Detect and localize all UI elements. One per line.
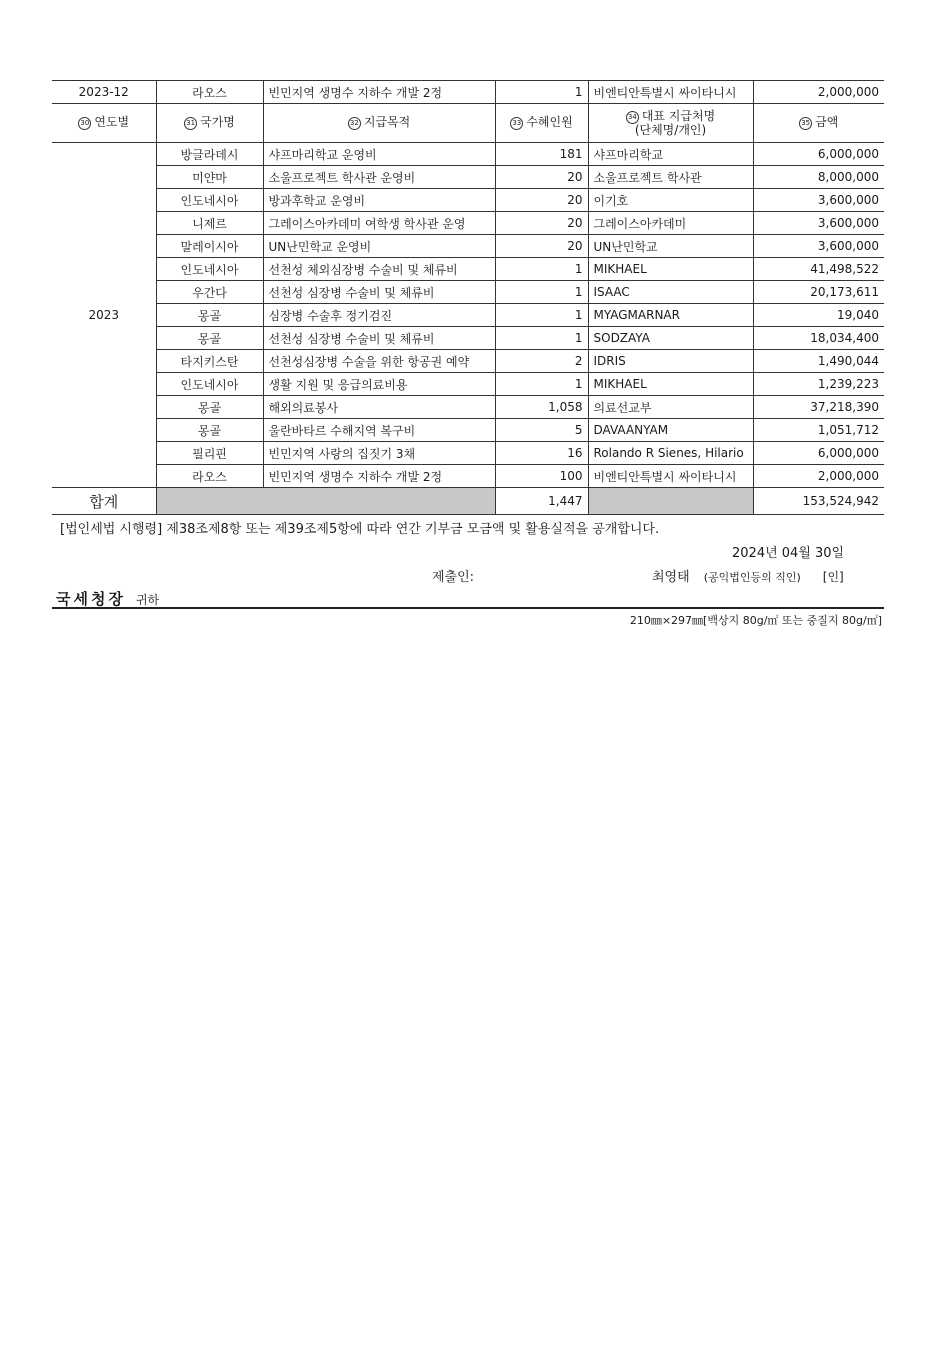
header-year [52, 104, 156, 143]
amount-cell: 1,051,712 [753, 419, 884, 442]
donation-usage-form [52, 80, 884, 515]
amount-cell: 19,040 [753, 304, 884, 327]
purpose-cell: 빈민지역 생명수 지하수 개발 2정 [263, 465, 495, 488]
table-row [52, 212, 884, 235]
recipients-cell: 20 [495, 235, 588, 258]
header-label: 국가명 [200, 115, 235, 129]
recipients-cell: 16 [495, 442, 588, 465]
purpose-cell: 선천성심장병 수술을 위한 항공권 예약 [263, 350, 495, 373]
total-blank [588, 488, 753, 515]
purpose-cell: 선천성 심장병 수술비 및 체류비 [263, 327, 495, 350]
table-row [52, 327, 884, 350]
header-label: 대표 지급처명 [641, 108, 716, 123]
legal-notice: [법인세법 시행령] 제38조제8항 또는 제39조제5항에 따라 연간 기부금 모금액 및 활용실적을 공개합니다. [60, 522, 660, 537]
header-row [52, 104, 884, 143]
table-row [52, 189, 884, 212]
header-recipients [495, 104, 588, 143]
payee-cell: 샤프마리학교 [588, 143, 753, 166]
recipients-cell: 100 [495, 465, 588, 488]
table-row [52, 396, 884, 419]
submitter [652, 566, 844, 585]
country-cell: 인도네시아 [156, 373, 263, 396]
payee-cell: 그레이스아카데미 [588, 212, 753, 235]
recipients-cell: 20 [495, 212, 588, 235]
table-row [52, 81, 884, 104]
total-label: 합계 [52, 488, 156, 515]
payee-cell: 이기호 [588, 189, 753, 212]
payee-cell: MIKHAEL [588, 373, 753, 396]
amount-cell: 3,600,000 [753, 235, 884, 258]
header-amount [753, 104, 884, 143]
submitter-name: 최영태 [652, 570, 690, 585]
payee-cell: UN난민학교 [588, 235, 753, 258]
amount-cell: 18,034,400 [753, 327, 884, 350]
year-group-cell: 2023 [52, 143, 156, 488]
total-blank [156, 488, 495, 515]
total-recipients: 1,447 [495, 488, 588, 515]
country-cell: 라오스 [156, 81, 263, 104]
country-cell: 미얀마 [156, 166, 263, 189]
payee-cell: 비엔티안특별시 싸이타니시 [588, 465, 753, 488]
country-cell: 우간다 [156, 281, 263, 304]
header-country [156, 104, 263, 143]
recipients-cell: 1,058 [495, 396, 588, 419]
payee-cell: ISAAC [588, 281, 753, 304]
purpose-cell: 방과후학교 운영비 [263, 189, 495, 212]
recipients-cell: 20 [495, 166, 588, 189]
amount-cell: 37,218,390 [753, 396, 884, 419]
header-label: 연도별 [94, 115, 130, 129]
country-cell: 방글라데시 [156, 143, 263, 166]
country-cell: 라오스 [156, 465, 263, 488]
header-label: 금액 [815, 115, 839, 129]
table-row [52, 442, 884, 465]
addressee-name: 국세청장 [56, 590, 126, 608]
header-sublabel: (단체명/개인) [634, 122, 707, 137]
amount-cell: 41,498,522 [753, 258, 884, 281]
total-row [52, 488, 884, 515]
table-row [52, 166, 884, 189]
table-row [52, 281, 884, 304]
recipients-cell: 5 [495, 419, 588, 442]
recipients-cell: 2 [495, 350, 588, 373]
payee-cell: MIKHAEL [588, 258, 753, 281]
purpose-cell: 선천성 심장병 수술비 및 체류비 [263, 281, 495, 304]
country-cell: 몽골 [156, 327, 263, 350]
addressee [56, 588, 159, 609]
amount-cell: 1,490,044 [753, 350, 884, 373]
header-label: 지급목적 [363, 115, 411, 129]
purpose-cell: 선천성 체외심장병 수술비 및 체류비 [263, 258, 495, 281]
table-row [52, 258, 884, 281]
circled-number: 32 [348, 117, 361, 130]
purpose-cell: 생활 지원 및 응급의료비용 [263, 373, 495, 396]
submission-date: 2024년 04월 30일 [732, 546, 845, 561]
amount-cell: 2,000,000 [753, 81, 884, 104]
recipients-cell: 1 [495, 327, 588, 350]
seal-mark: [인] [822, 570, 844, 584]
recipients-cell: 1 [495, 281, 588, 304]
amount-cell: 1,239,223 [753, 373, 884, 396]
recipients-cell: 1 [495, 81, 588, 104]
purpose-cell: 샤프마리학교 운영비 [263, 143, 495, 166]
header-label: 수혜인원 [526, 115, 573, 129]
purpose-cell: 해외의료봉사 [263, 396, 495, 419]
country-cell: 말레이시아 [156, 235, 263, 258]
amount-cell: 6,000,000 [753, 442, 884, 465]
amount-cell: 6,000,000 [753, 143, 884, 166]
header-payee [588, 104, 753, 143]
submitter-label: 제출인: [432, 570, 475, 585]
circled-number: 30 [78, 117, 91, 130]
table-row [52, 350, 884, 373]
recipients-cell: 20 [495, 189, 588, 212]
table-row [52, 373, 884, 396]
recipients-cell: 1 [495, 258, 588, 281]
payee-cell: SODZAYA [588, 327, 753, 350]
amount-cell: 20,173,611 [753, 281, 884, 304]
donation-usage-table [52, 80, 884, 515]
table-row [52, 304, 884, 327]
purpose-cell: 빈민지역 사랑의 집짓기 3채 [263, 442, 495, 465]
amount-cell: 3,600,000 [753, 189, 884, 212]
amount-cell: 8,000,000 [753, 166, 884, 189]
recipients-cell: 181 [495, 143, 588, 166]
payee-cell: DAVAANYAM [588, 419, 753, 442]
header-purpose [263, 104, 495, 143]
purpose-cell: 소울프로젝트 학사관 운영비 [263, 166, 495, 189]
amount-cell: 3,600,000 [753, 212, 884, 235]
recipients-cell: 1 [495, 304, 588, 327]
circled-number: 35 [799, 117, 812, 130]
payee-cell: MYAGMARNAR [588, 304, 753, 327]
table-row [52, 235, 884, 258]
country-cell: 니제르 [156, 212, 263, 235]
country-cell: 인도네시아 [156, 258, 263, 281]
country-cell: 몽골 [156, 396, 263, 419]
circled-number: 33 [510, 117, 523, 130]
payee-cell: IDRIS [588, 350, 753, 373]
purpose-cell: UN난민학교 운영비 [263, 235, 495, 258]
country-cell: 필리핀 [156, 442, 263, 465]
purpose-cell: 울란바타르 수해지역 복구비 [263, 419, 495, 442]
divider [52, 607, 884, 609]
country-cell: 몽골 [156, 304, 263, 327]
purpose-cell: 심장병 수술후 정기검진 [263, 304, 495, 327]
payee-cell: 소울프로젝트 학사관 [588, 166, 753, 189]
payee-cell: 의료선교부 [588, 396, 753, 419]
circled-number: 31 [184, 117, 197, 130]
country-cell: 타지키스탄 [156, 350, 263, 373]
table-row [52, 143, 884, 166]
payee-cell: Rolando R Sienes, Hilario [588, 442, 753, 465]
circled-number: 34 [626, 111, 639, 124]
submitter-note: (공익법인등의 직인) [703, 571, 801, 584]
addressee-honorific: 귀하 [135, 593, 160, 607]
purpose-cell: 빈민지역 생명수 지하수 개발 2정 [263, 81, 495, 104]
country-cell: 몽골 [156, 419, 263, 442]
amount-cell: 2,000,000 [753, 465, 884, 488]
year-cell: 2023-12 [52, 81, 156, 104]
table-row [52, 419, 884, 442]
payee-cell: 비엔티안특별시 싸이타니시 [588, 81, 753, 104]
total-amount: 153,524,942 [753, 488, 884, 515]
paper-spec: 210㎜×297㎜[백상지 80g/㎡ 또는 중질지 80g/㎡] [629, 614, 882, 627]
country-cell: 인도네시아 [156, 189, 263, 212]
purpose-cell: 그레이스아카데미 여학생 학사관 운영 [263, 212, 495, 235]
recipients-cell: 1 [495, 373, 588, 396]
table-row [52, 465, 884, 488]
